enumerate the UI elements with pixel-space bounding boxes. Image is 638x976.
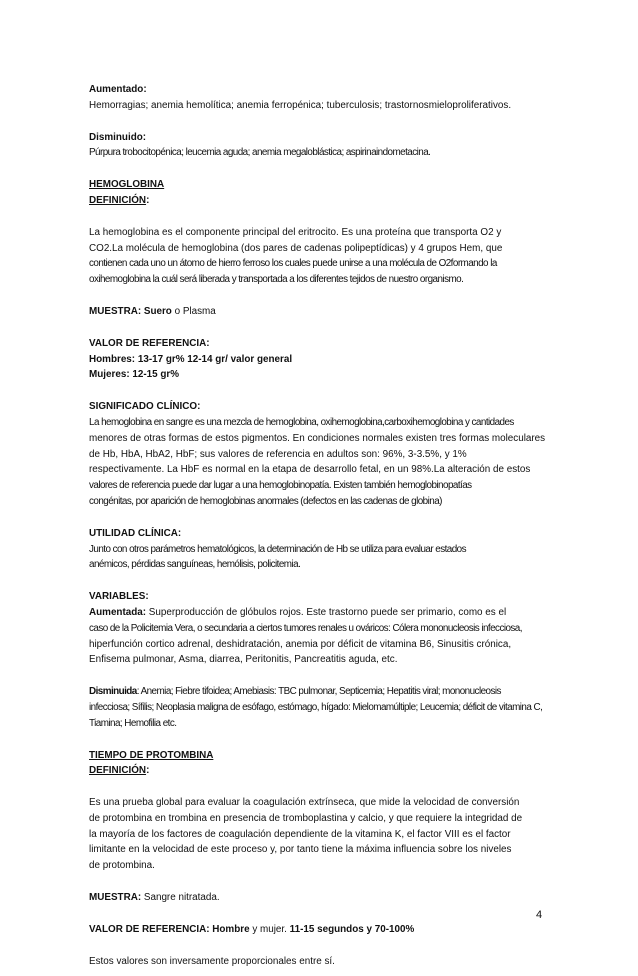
document-page (89, 82, 551, 969)
hemoglobina-definition-line: La hemoglobina es el componente principal del eritrocito. Es una proteína que transporta O2 y (89, 226, 502, 238)
hemoglobina-aumentada-line: Enfisema pulmonar, Asma, diarrea, Peritonitis, Pancreatitis aguda, etc. (89, 654, 398, 666)
hemoglobina-aumentada-line: Aumentada: Superproducción de glóbulos rojos. Este trastorno puede ser primario, como es el (89, 606, 507, 618)
hemoglobina-disminuida-line: Disminuida: Anemia; Fiebre tifoidea; Amebiasis: TBC pulmonar, Septicemia; Hepatitis viral; mononucleosis (89, 686, 501, 698)
hemoglobina-significado-line: congénitas, por aparición de hemoglobinas anormales (defectos en las cadenas de globina) (89, 495, 442, 507)
hemoglobina-valor-title: VALOR DE REFERENCIA: (89, 337, 210, 349)
hemoglobina-disminuida-line: infecciosa; Sífilis; Neoplasia maligna de esófago, estómago, hígado: Mielomamúltiple; Leucemia; déficit de vitamina C, (89, 701, 543, 713)
protombina-final-text: Estos valores son inversamente proporcionales entre sí. (89, 955, 335, 967)
hemoglobina-aumentada-line: caso de la Policitemia Vera, o secundaria a ciertos tumores renales u ováricos: Cólera mononucleosis infecciosa, (89, 622, 522, 634)
disminuido-text: Púrpura trobocitopénica; leucemia aguda; anemia megaloblástica; aspirinaindometacina. (89, 147, 431, 159)
protombina-title: TIEMPO DE PROTOMBINA (89, 749, 214, 761)
protombina-muestra: MUESTRA: Sangre nitratada. (89, 892, 220, 904)
hemoglobina-significado-line: menores de otras formas de estos pigmentos. En condiciones normales existen tres formas moleculares (89, 432, 546, 444)
hemoglobina-title: HEMOGLOBINA (89, 179, 165, 191)
aumentado-label: Aumentado: (89, 84, 147, 95)
hemoglobina-significado-line: La hemoglobina en sangre es una mezcla de hemoglobina, oxihemoglobina,carboxihemoglobina y cantidades (89, 416, 514, 428)
protombina-definition-line: limitante en la velocidad de este proceso y, por tanto tiene la máxima influencia sobre los niveles (89, 844, 512, 856)
hemoglobina-significado-line: de Hb, HbA, HbA2, HbF; sus valores de referencia en adultos son: 96%, 3-3.5%, y 1% (89, 448, 467, 460)
hemoglobina-definition-line: contienen cada uno un átomo de hierro ferroso los cuales puede unirse a una molécula de O2formando la (89, 258, 497, 270)
hemoglobina-utilidad-line: Junto con otros parámetros hematológicos, la determinación de Hb se utiliza para evaluar estados (89, 543, 466, 555)
page-number: 4 (536, 909, 543, 921)
protombina-valor: VALOR DE REFERENCIA: Hombre y mujer. 11-15 segundos y 70-100% (89, 923, 415, 935)
hemoglobina-utilidad-title: UTILIDAD CLÍNICA: (89, 527, 182, 539)
protombina-definition-line: de protombina. (89, 860, 155, 872)
hemoglobina-aumentada-line: hiperfunción cortico adrenal, deshidratación, anemia por déficit de vitamina B6, Sinusitis crónica, (89, 638, 512, 650)
hemoglobina-significado-title: SIGNIFICADO CLÍNICO: (89, 401, 201, 413)
hemoglobina-significado-line: respectivamente. La HbF es normal en la etapa de desarrollo fetal, en un 98%.La alteración de estos (89, 464, 531, 476)
hemoglobina-valor-line: Mujeres: 12-15 gr% (89, 369, 180, 381)
aumentado-text: Hemorragias; anemia hemolítica; anemia ferropénica; tuberculosis; trastornosmieloproliferativos. (89, 99, 512, 111)
hemoglobina-definition-line: oxihemoglobina la cuál será liberada y transportada a los diferentes tejidos de nuestro organismo. (89, 274, 464, 286)
protombina-definition-line: de protombina en trombina en presencia de tromboplastina y calcio, y que requiere la integridad de (89, 812, 523, 824)
hemoglobina-disminuida-line: Tiamina; Hemofilia etc. (89, 717, 177, 729)
protombina-definition-line: la mayoría de los factores de coagulación dependiente de la vitamina K, el factor VIII es el factor (89, 828, 511, 840)
hemoglobina-significado-line: valores de referencia puede dar lugar a una hemoglobinopatía. Existen también hemoglobinopatías (89, 480, 472, 492)
hemoglobina-utilidad-line: anémicos, pérdidas sanguíneas, hemólisis, policitemia. (89, 559, 301, 571)
protombina-definition-line: Es una prueba global para evaluar la coagulación extrínseca, que mide la velocidad de conversión (89, 797, 520, 809)
disminuido-label: Disminuido: (89, 131, 147, 143)
hemoglobina-valor-line: Hombres: 13-17 gr% 12-14 gr/ valor general (89, 353, 293, 365)
hemoglobina-definition-heading: DEFINICIÓN: (89, 194, 150, 206)
hemoglobina-muestra: MUESTRA: Suero o Plasma (89, 305, 216, 317)
protombina-definition-heading: DEFINICIÓN: (89, 765, 150, 777)
hemoglobina-definition-line: CO2.La molécula de hemoglobina (dos pares de cadenas polipeptídicas) y 4 grupos Hem, que (89, 242, 503, 254)
hemoglobina-variables-title: VARIABLES: (89, 591, 149, 603)
